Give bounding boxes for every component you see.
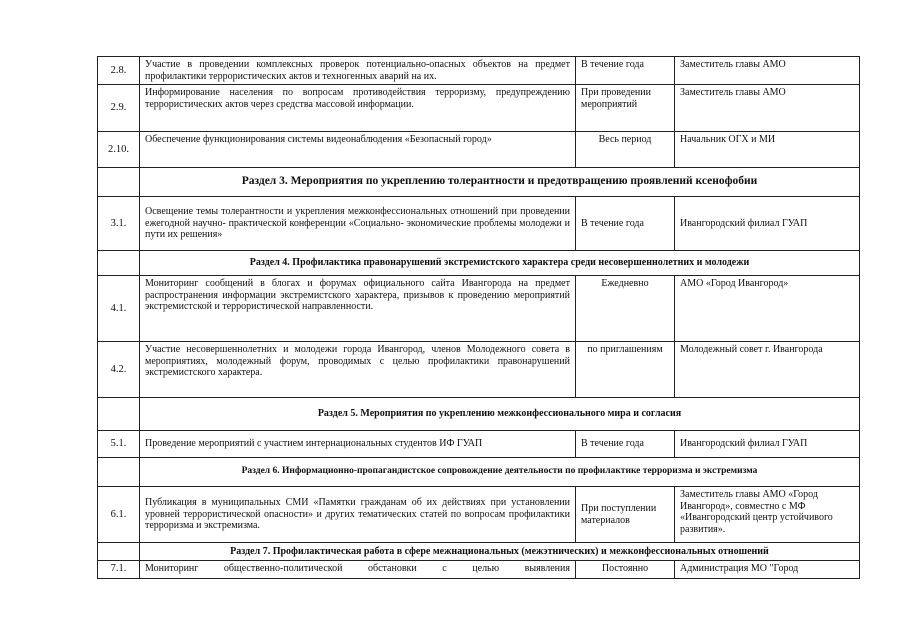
row-responsible: Начальник ОГХ и МИ [675, 132, 860, 168]
section-title: Раздел 7. Профилактическая работа в сфере межнациональных (межэтнических) и межконфессиональных отношений [140, 543, 860, 561]
row-number: 2.8. [98, 57, 140, 85]
row-number: 3.1. [98, 197, 140, 251]
row-number: 6.1. [98, 487, 140, 543]
section-header [98, 543, 860, 561]
row-responsible: Ивангородский филиал ГУАП [675, 431, 860, 458]
plan-table [97, 56, 860, 579]
section-title: Раздел 6. Информационно-пропагандистское сопровождение деятельности по профилактике терроризма и экстремизма [140, 458, 860, 487]
row-term: В течение года [576, 57, 675, 85]
row-responsible: Заместитель главы АМО «Город Ивангород», совместно с МФ «Ивангородский центр устойчивого развития». [675, 487, 860, 543]
table-row [98, 85, 860, 132]
section-header [98, 458, 860, 487]
table-row [98, 431, 860, 458]
row-description: Освещение темы толерантности и укрепления межконфессиональных отношений при проведении ежегодной научно- практической конференции «Социально- экономические проблемы молодежи и пути их решения» [140, 197, 576, 251]
row-responsible: Заместитель главы АМО [675, 85, 860, 132]
row-term: Весь период [576, 132, 675, 168]
table-row [98, 342, 860, 398]
section-title: Раздел 3. Мероприятия по укреплению толерантности и предотвращению проявлений ксенофобии [140, 168, 860, 197]
row-description: Информирование населения по вопросам противодействия терроризму, предупреждению террористических актов через средства массовой информации. [140, 85, 576, 132]
row-term: Постоянно [576, 561, 675, 579]
row-number: 7.1. [98, 561, 140, 579]
row-description: Публикация в муниципальных СМИ «Памятки гражданам об их действиях при установлении уровней террористической опасности» и других тематических статей по вопросам профилактики терроризма и экстремизма. [140, 487, 576, 543]
row-responsible: Молодежный совет г. Ивангорода [675, 342, 860, 398]
section-header [98, 251, 860, 276]
row-description: Мониторинг сообщений в блогах и форумах официального сайта Ивангорода на предмет распространения информации экстремистского характера, призывов к проведению мероприятий экстремистской и террористической направленности. [140, 276, 576, 342]
row-number: 2.9. [98, 85, 140, 132]
row-term: Ежедневно [576, 276, 675, 342]
row-responsible: Администрация МО "Город [675, 561, 860, 579]
row-term: по приглашениям [576, 342, 675, 398]
table-row [98, 132, 860, 168]
row-description: Участие несовершеннолетних и молодежи города Ивангород, членов Молодежного совета в мероприятиях, молодежный форум, проводимых с целью профилактики правонарушений экстремистского характера. [140, 342, 576, 398]
row-term: При поступлении материалов [576, 487, 675, 543]
section-title: Раздел 4. Профилактика правонарушений экстремистского характера среди несовершеннолетних и молодежи [140, 251, 860, 276]
section-header [98, 168, 860, 197]
section-title: Раздел 5. Мероприятия по укреплению межконфессионального мира и согласия [140, 398, 860, 431]
row-description: Мониторинг общественно-политической обстановки с целью выявления [140, 561, 576, 579]
table-row [98, 561, 860, 579]
row-responsible: АМО «Город Ивангород» [675, 276, 860, 342]
row-responsible: Ивангородский филиал ГУАП [675, 197, 860, 251]
table-row [98, 197, 860, 251]
row-number: 4.1. [98, 276, 140, 342]
table-row [98, 276, 860, 342]
table-row [98, 487, 860, 543]
row-description: Обеспечение функционирования системы видеонаблюдения «Безопасный город» [140, 132, 576, 168]
row-number: 5.1. [98, 431, 140, 458]
row-description: Проведение мероприятий с участием интернациональных студентов ИФ ГУАП [140, 431, 576, 458]
row-description: Участие в проведении комплексных проверок потенциально-опасных объектов на предмет профилактики террористических актов и техногенных аварий на их. [140, 57, 576, 85]
row-responsible: Заместитель главы АМО [675, 57, 860, 85]
table-row [98, 57, 860, 85]
row-term: В течение года [576, 431, 675, 458]
section-header [98, 398, 860, 431]
row-term: В течение года [576, 197, 675, 251]
row-term: При проведении мероприятий [576, 85, 675, 132]
row-number: 2.10. [98, 132, 140, 168]
row-number: 4.2. [98, 342, 140, 398]
